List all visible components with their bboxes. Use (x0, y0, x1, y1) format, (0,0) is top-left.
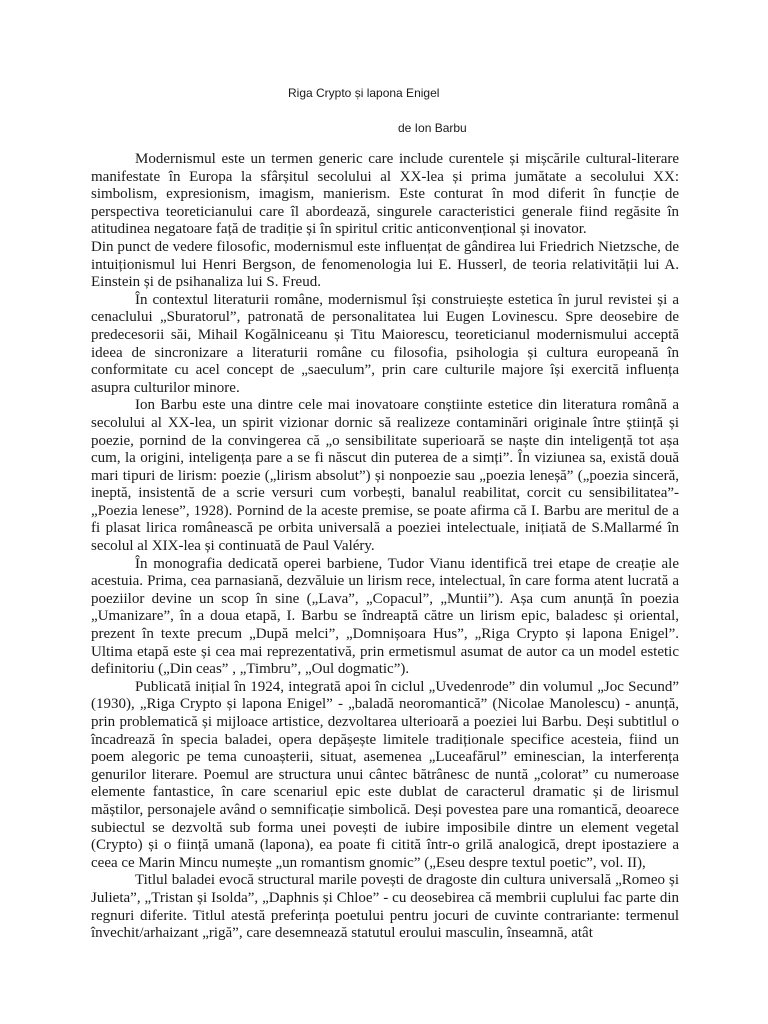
paragraph-romanian-context: În contextul literaturii române, modernismul își construiește estetica în jurul revistei și a cenaclului „Sburatorul”, patronată de personalitatea lui Eugen Lovinescu. Spre deosebire de predecesorii săi, Mihail Kogălniceanu și Titu Maiorescu, teoreticianul modernismului acceptă ideea de sincronizare a literaturii române cu filosofia, psihologia și cultura europeană în conformitate cu acel concept de „saeculum”, prin care culturile majore își exercită influența asupra culturilor minore. (91, 291, 679, 396)
paragraph-monograph-stages: În monografia dedicată operei barbiene, Tudor Vianu identifică trei etape de creație ale acestuia. Prima, cea parnasiană, dezvăluie un lirism rece, intelectual, în care forma atent lucrată a poeziilor devine un scop în sine („Lava”, „Copacul”, „Muntii”). Așa cum anunță în poezia „Umanizare”, în a doua etapă, I. Barbu se îndreaptă către un lirism epic, baladesc și oriental, prezent în texte precum „După melci”, „Domnișoara Hus”, „Riga Crypto și lapona Enigel”. Ultima etapă este și cea mai reprezentativă, prin ermetismul asumat de autor ca un model estetic definitoriu („Din ceas” , „Timbru”, „Oul dogmatic”). (91, 555, 679, 678)
document-title: Riga Crypto și lapona Enigel (288, 86, 440, 100)
document-body (91, 151, 679, 943)
paragraph-philosophical-view: Din punct de vedere filosofic, modernismul este influențat de gândirea lui Friedrich Nietzsche, de intuiționismul lui Henri Bergson, de fenomenologia lui E. Husserl, de teoria relativității lui A. Einstein și de psihanaliza lui S. Freud. (91, 238, 679, 291)
paragraph-title-analysis: Titlul baladei evocă structural marile povești de dragoste din cultura universală „Romeo și Julieta”, „Tristan și Isolda”, „Daphnis și Chloe” - cu deosebirea că membrii cuplului fac parte din regnuri diferite. Titlul atestă preferința poetului pentru jocuri de cuvinte contrariante: termenul învechit/arhaizant „rigă”, care desemnează statutul eroului masculin, înseamnă, atât (91, 872, 679, 942)
paragraph-modernism-definition: Modernismul este un termen generic care include curentele și mișcările cultural-literare manifestate în Europa la sfârșitul secolului al XX-lea și prima jumătate a secolului XX: simbolism, expresionism, imagism, manierism. Este conturat în mod diferit în funcție de perspectiva teoreticianului care îl abordează, singurele caracteristici generale fiind regăsite în atitudinea negatoare față de tradiție și în spiritul critic anticonvențional și inovator. (91, 151, 679, 238)
paragraph-ion-barbu: Ion Barbu este una dintre cele mai inovatoare conștiinte estetice din literatura română a secolului al XX-lea, un spirit vizionar dornic să realizeze contaminări originale între știință și poezie, pornind de la convingerea că „o sensibilitate superioară se naște din inteligență tot așa cum, la origini, inteligența pare a se fi născut din puterea de a simți”. În viziunea sa, există două mari tipuri de lirism: poezie („lirism absolut”) și nonpoezie sau „poezia leneșă” („poezia sinceră, ineptă, insistentă de a scrie versuri cum vorbești, banalul reabilitat, corcit cu sensibilitatea”- „Poezia lenese”, 1928). Pornind de la aceste premise, se poate afirma că I. Barbu are meritul de a fi plasat lirica românească pe orbita universală a poeziei intelectuale, inițiată de S.Mallarmé în secolul al XIX-lea și continuată de Paul Valéry. (91, 397, 679, 555)
paragraph-publication: Publicată inițial în 1924, integrată apoi în ciclul „Uvedenrode” din volumul „Joc Secund” (1930), „Riga Crypto și lapona Enigel” - „baladă neoromantică” (Nicolae Manolescu) - anunță, prin problematică și mijloace artistice, dezvoltarea ulterioară a poeziei lui Barbu. Deși subtitlul o încadrează în specia baladei, opera depășește limitele tradiționale specifice acesteia, fiind un poem alegoric pe tema cunoașterii, situat, asemenea „Luceafărul” eminescian, la interferența genurilor literare. Poemul are structura unui cântec bătrânesc de nuntă „colorat” cu numeroase elemente fantastice, în care scenariul epic este dublat de caracterul dramatic și de lirismul măștilor, personajele având o semnificație simbolică. Deși povestea pare una romantică, deoarece subiectul se dezvoltă sub forma unei povești de iubire imposibile dintre un element vegetal (Crypto) și o ființă umană (lapona), ea poate fi citită într-o grilă analogică, drept ipostaziere a ceea ce Marin Mincu numește „un romantism gnomic” („Eseu despre textul poetic”, vol. II), (91, 678, 679, 871)
document-author: de Ion Barbu (398, 121, 467, 135)
